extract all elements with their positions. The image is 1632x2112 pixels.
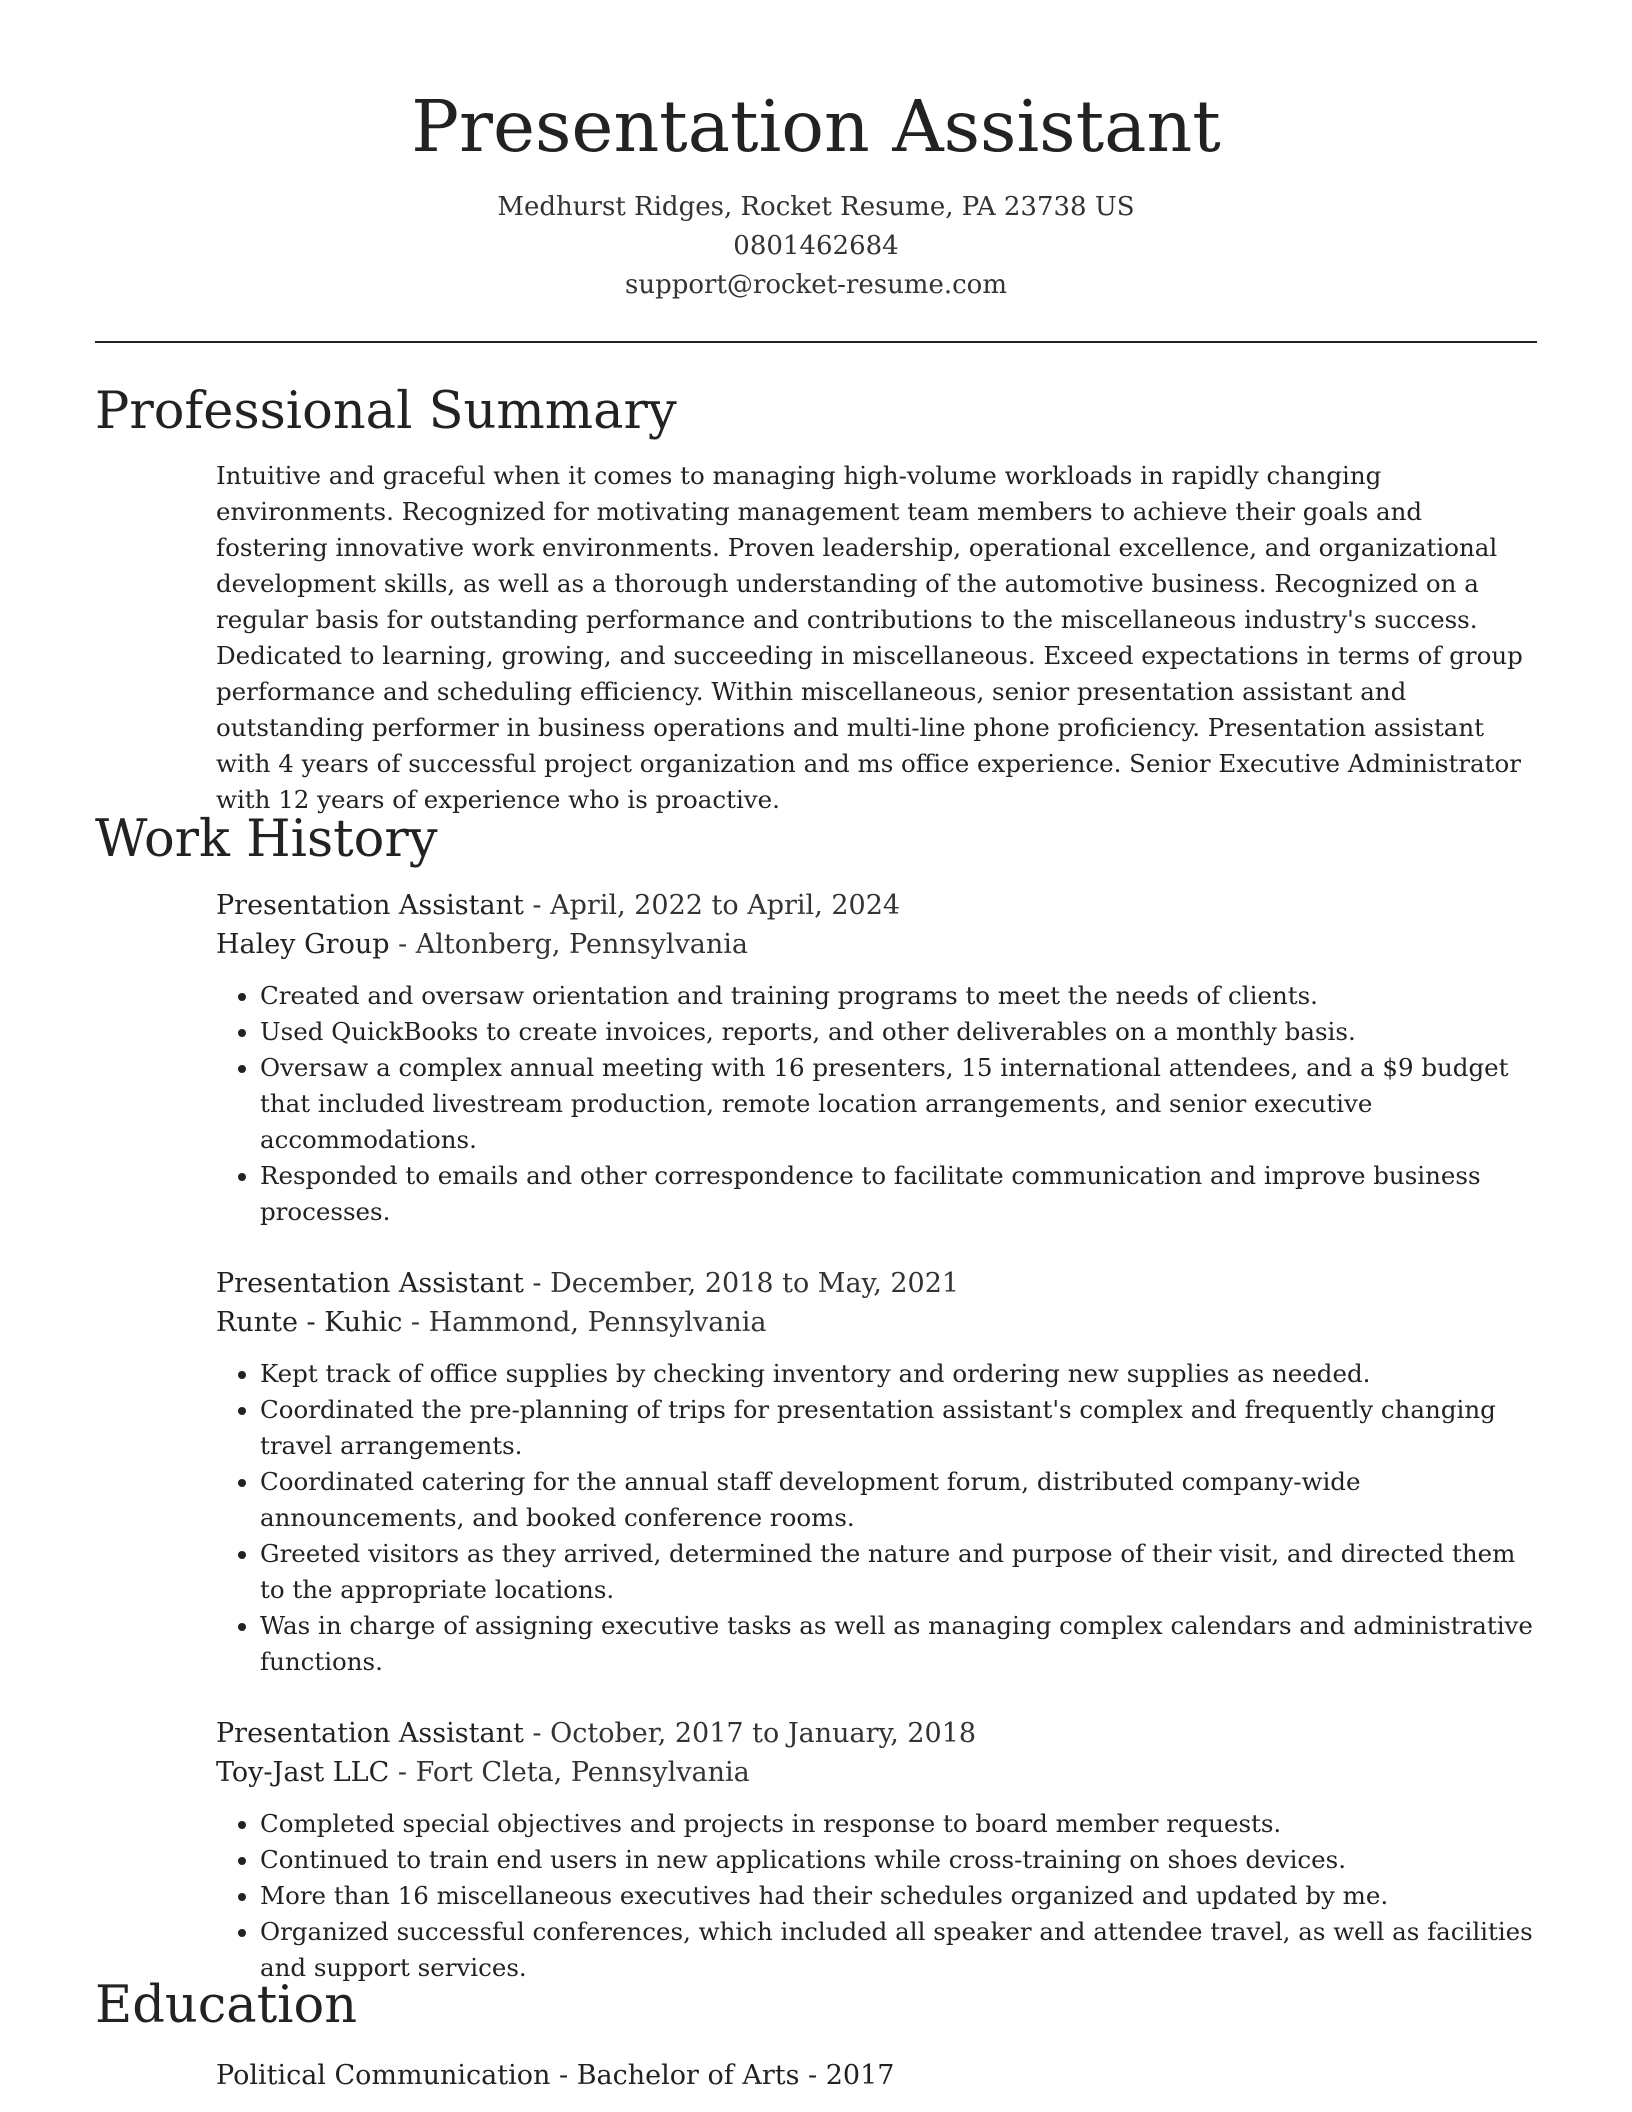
contact-block bbox=[0, 188, 1632, 305]
list-item: • Coordinated catering for the annual staff development forum, distributed company-wide announcements, and booked conference rooms. bbox=[260, 1464, 1537, 1536]
job-bullets bbox=[216, 1806, 1537, 1986]
list-item: • Created and oversaw orientation and training programs to meet the needs of clients. bbox=[260, 978, 1537, 1014]
job-location: Altonberg, Pennsylvania bbox=[415, 929, 748, 960]
job-company-line: Haley Group - Altonberg, Pennsylvania bbox=[216, 929, 748, 960]
job-dates: April, 2022 to April, 2024 bbox=[550, 890, 901, 921]
job-role: Presentation Assistant bbox=[216, 1718, 524, 1749]
job-location: Hammond, Pennsylvania bbox=[428, 1307, 767, 1338]
address: Medhurst Ridges, Rocket Resume, PA 23738 US bbox=[497, 192, 1135, 222]
job-title-line: Presentation Assistant - October, 2017 to January, 2018 bbox=[216, 1718, 977, 1749]
job-dates: October, 2017 to January, 2018 bbox=[550, 1718, 977, 1749]
resume-header bbox=[0, 0, 1632, 305]
work-history-section bbox=[95, 808, 1537, 1986]
education-year: 2017 bbox=[825, 2060, 895, 2091]
job-bullets bbox=[216, 978, 1537, 1230]
job-company: Toy-Jast LLC bbox=[216, 1757, 390, 1788]
list-item: • Completed special objectives and projects in response to board member requests. bbox=[260, 1806, 1537, 1842]
list-item: • Coordinated the pre-planning of trips for presentation assistant's complex and frequently changing travel arrangements. bbox=[260, 1392, 1537, 1464]
education-heading: Education bbox=[95, 1976, 358, 2035]
work-history-heading: Work History bbox=[95, 810, 438, 869]
list-item: • More than 16 miscellaneous executives had their schedules organized and updated by me. bbox=[260, 1878, 1537, 1914]
phone: 0801462684 bbox=[733, 231, 899, 261]
job-dates: December, 2018 to May, 2021 bbox=[550, 1268, 960, 1299]
summary-text: Intuitive and graceful when it comes to managing high-volume workloads in rapidly changing environments. Recognized for motivating management team members to achieve their goals and fostering innovative work environments. Proven leadership, operational excellence, and organizational development skills, as well as a thorough understanding of the automotive business. Recognized on a regular basis for outstanding performance and contributions to the miscellaneous industry's success. Dedicated to learning, growing, and succeeding in miscellaneous. Exceed expectations in terms of group performance and scheduling efficiency. Within miscellaneous, senior presentation assistant and outstanding performer in business operations and multi-line phone proficiency. Presentation assistant with 4 years of successful project organization and ms office experience. Senior Executive Administrator with 12 years of experience who is proactive. bbox=[216, 461, 1523, 814]
list-item: • Oversaw a complex annual meeting with 16 presenters, 15 international attendees, and a $9 budget that included livestream production, remote location arrangements, and senior executive accommodations. bbox=[260, 1050, 1537, 1158]
list-item: • Responded to emails and other correspondence to facilitate communication and improve business processes. bbox=[260, 1158, 1537, 1230]
job-role: Presentation Assistant bbox=[216, 890, 524, 921]
job-company: Runte - Kuhic bbox=[216, 1307, 403, 1338]
job-title-line: Presentation Assistant - December, 2018 to May, 2021 bbox=[216, 1268, 960, 1299]
job-location: Fort Cleta, Pennsylvania bbox=[415, 1757, 750, 1788]
list-item: • Was in charge of assigning executive tasks as well as managing complex calendars and administrative functions. bbox=[260, 1608, 1537, 1680]
job-entry bbox=[216, 1264, 1537, 1680]
education-section bbox=[95, 1974, 1537, 2095]
education-degree: Bachelor of Arts bbox=[576, 2060, 800, 2091]
header-divider bbox=[95, 341, 1537, 343]
list-item: • Continued to train end users in new applications while cross-training on shoes devices. bbox=[260, 1842, 1537, 1878]
job-bullets bbox=[216, 1356, 1537, 1680]
education-line: Political Communication - Bachelor of Arts - 2017 bbox=[216, 2060, 895, 2091]
summary-heading: Professional Summary bbox=[95, 382, 677, 441]
job-title-line: Presentation Assistant - April, 2022 to April, 2024 bbox=[216, 890, 901, 921]
candidate-name: Presentation Assistant bbox=[411, 85, 1221, 168]
list-item: • Organized successful conferences, which included all speaker and attendee travel, as well as facilities and support services. bbox=[260, 1914, 1537, 1986]
summary-section bbox=[95, 380, 1537, 818]
list-item: • Kept track of office supplies by checking inventory and ordering new supplies as needed. bbox=[260, 1356, 1537, 1392]
list-item: • Used QuickBooks to create invoices, reports, and other deliverables on a monthly basis. bbox=[260, 1014, 1537, 1050]
job-role: Presentation Assistant bbox=[216, 1268, 524, 1299]
education-field: Political Communication bbox=[216, 2060, 551, 2091]
job-company-line: Runte - Kuhic - Hammond, Pennsylvania bbox=[216, 1307, 767, 1338]
email: support@rocket-resume.com bbox=[624, 270, 1007, 300]
job-entry bbox=[216, 886, 1537, 1230]
job-company: Haley Group bbox=[216, 929, 390, 960]
job-company-line: Toy-Jast LLC - Fort Cleta, Pennsylvania bbox=[216, 1757, 750, 1788]
job-entry bbox=[216, 1714, 1537, 1986]
list-item: • Greeted visitors as they arrived, determined the nature and purpose of their visit, and directed them to the appropriate locations. bbox=[260, 1536, 1537, 1608]
